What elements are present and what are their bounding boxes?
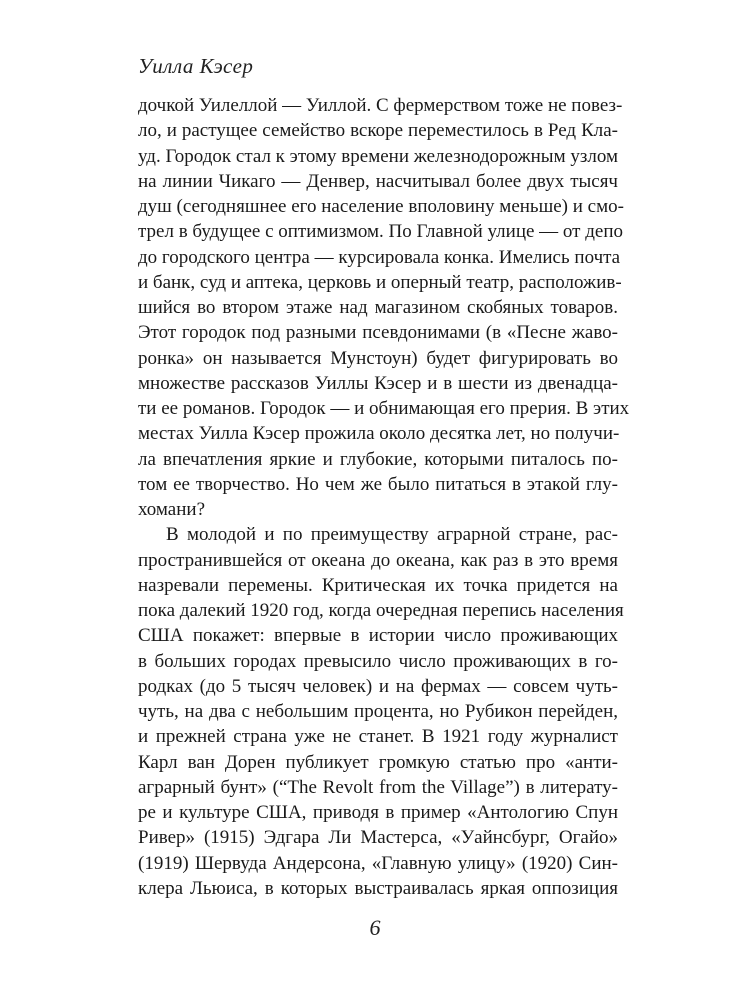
text-line: (1919) Шервуда Андерсона, «Главную улицу» (1920) Син- bbox=[138, 852, 618, 874]
text-line: назревали перемены. Критическая их точка придется на bbox=[138, 574, 618, 596]
text-line: ло, и растущее семейство вскоре переместилось в Ред Кла- bbox=[138, 120, 618, 142]
text-line: родках (до 5 тысяч человек) и на фермах — совсем чуть- bbox=[138, 675, 618, 697]
text-line: ти ее романов. Городок — и обнимающая его прерия. В этих bbox=[138, 398, 630, 419]
text-line: дочкой Уилеллой — Уиллой. С фермерством тоже не повез- bbox=[138, 95, 623, 116]
paragraph-1 bbox=[138, 93, 630, 522]
text-line: местах Уилла Кэсер прожила около десятка лет, но получи- bbox=[138, 423, 620, 445]
body-text bbox=[138, 93, 630, 901]
text-line: пространившейся от океана до океана, как раз в это время bbox=[138, 549, 618, 571]
text-line: Ривер» (1915) Эдгара Ли Мастерса, «Уайнсбург, Огайо» bbox=[138, 827, 618, 849]
text-line: уд. Городок стал к этому времени железнодорожным узлом bbox=[138, 145, 618, 167]
text-line: ре и культуре США, приводя в пример «Антологию Спун bbox=[138, 802, 618, 823]
text-line: Этот городок под разными псевдонимами (в «Песне жаво- bbox=[138, 322, 618, 344]
text-line: душ (сегодняшнее его население вполовину меньше) и смо- bbox=[138, 196, 624, 217]
text-line: шийся во втором этаже над магазином скобяных товаров. bbox=[138, 297, 618, 318]
text-line: трел в будущее с оптимизмом. По Главной улице — от депо bbox=[138, 221, 624, 243]
text-line: Карл ван Дорен публикует громкую статью про «анти- bbox=[138, 751, 618, 773]
text-line: множестве рассказов Уиллы Кэсер и в шести из двенадца- bbox=[138, 372, 618, 394]
text-line: хомани? bbox=[138, 499, 206, 520]
text-line: пока далекий 1920 год, когда очередная перепись населения bbox=[138, 600, 624, 621]
text-line: в больших городах превысило число проживающих в го- bbox=[138, 650, 618, 672]
text-line: том ее творчество. Но чем же было питаться в этакой глу- bbox=[138, 473, 618, 495]
paragraph-2 bbox=[138, 522, 624, 901]
text-line: аграрный бунт» (“The Revolt from the Village”) в литерату- bbox=[138, 776, 618, 798]
running-header-author: Уилла Кэсер bbox=[138, 54, 254, 78]
text-line: В молодой и по преимуществу аграрной стране, рас- bbox=[166, 524, 618, 546]
text-line: и прежней страна уже не станет. В 1921 году журналист bbox=[138, 726, 618, 748]
text-line: ла впечатления яркие и глубокие, которыми питалось по- bbox=[138, 448, 618, 470]
text-line: США покажет: впервые в истории число проживающих bbox=[138, 625, 618, 647]
text-line: на линии Чикаго — Денвер, насчитывал более двух тысяч bbox=[138, 170, 618, 192]
text-line: ронка» он называется Мунстоун) будет фигурировать во bbox=[138, 347, 618, 369]
page-number: 6 bbox=[369, 915, 381, 940]
text-line: до городского центра — курсировала конка. Имелись почта bbox=[138, 246, 621, 268]
text-line: и банк, суд и аптека, церковь и оперный театр, расположив- bbox=[138, 271, 622, 293]
text-line: чуть, на два с небольшим процента, но Рубикон перейден, bbox=[138, 701, 618, 722]
text-line: клера Льюиса, в которых выстраивалась яркая оппозиция bbox=[138, 877, 618, 899]
